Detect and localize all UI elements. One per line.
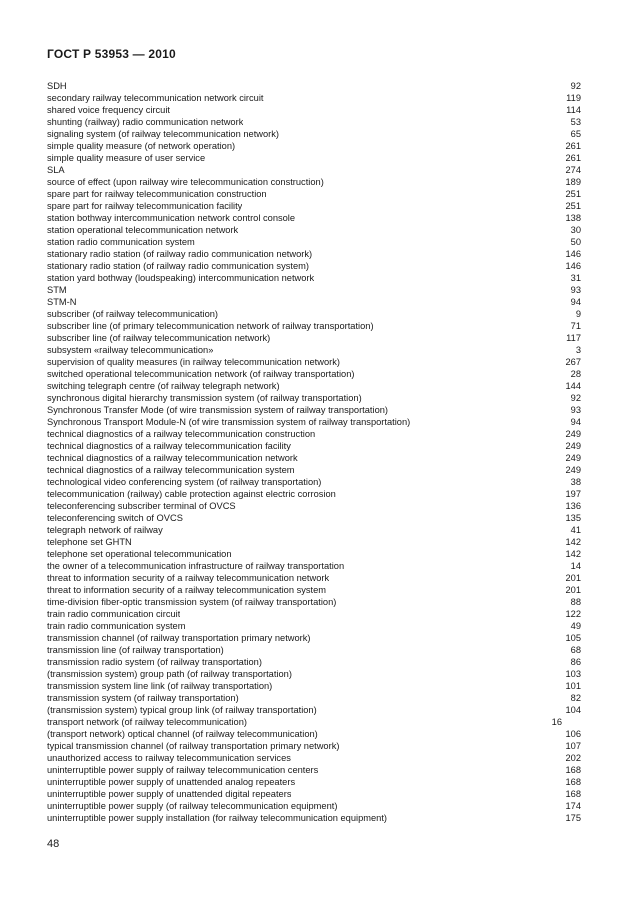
index-entry [47,80,581,92]
document-header: ГОСТ Р 53953 — 2010 [47,47,176,61]
index-page-ref: 94 [570,297,581,307]
index-term: (transmission system) typical group link (of railway transportation) [47,705,317,715]
index-page-ref: 249 [565,465,581,475]
index-page-ref: 119 [566,93,581,103]
index-page-ref: 68 [570,645,581,655]
index-entry [47,188,581,200]
index-entry [47,776,581,788]
index-page-ref: 65 [570,129,581,139]
index-term: switched operational telecommunication network (of railway transportation) [47,369,355,379]
index-entry [47,320,581,332]
index-entry [47,704,581,716]
index-entry [47,224,581,236]
index-term: teleconferencing switch of OVCS [47,513,183,523]
index-page-ref: 71 [570,321,581,331]
index-entry [47,752,581,764]
index-entry [47,152,581,164]
index-term: simple quality measure (of network operation) [47,141,236,151]
index-entry [47,428,581,440]
index-page-ref: 93 [570,285,581,295]
index-page-ref: 136 [565,501,581,511]
index-page-ref: 41 [570,525,581,535]
index-page-ref: 201 [565,573,581,583]
index-entry [47,212,581,224]
index-entry [47,620,581,632]
index-entry [47,116,581,128]
index-term: unauthorized access to railway telecommunication services [47,753,291,763]
index-entry [47,404,581,416]
index-term: spare part for railway telecommunication facility [47,201,243,211]
index-entry [47,284,581,296]
index-entry [47,632,581,644]
index-page-ref: 144 [565,381,581,391]
index-entry [47,644,581,656]
index-term: station bothway intercommunication network control console [47,213,296,223]
index-page-ref: 106 [565,729,581,739]
index-entry [47,296,581,308]
index-term: transport network (of railway telecommunication) [47,717,247,727]
index-entry [47,128,581,140]
index-page-ref: 251 [565,189,581,199]
index-entry [47,464,581,476]
index-page-ref: 107 [565,741,581,751]
index-entry [47,728,581,740]
index-term: transmission radio system (of railway transportation) [47,657,262,667]
index-entry [47,716,581,728]
index-page-ref: 92 [570,393,581,403]
index-term: train radio communication circuit [47,609,181,619]
index-term: uninterruptible power supply of unattended analog repeaters [47,777,296,787]
index-term: telephone set GHTN [47,537,132,547]
index-term: subscriber line (of railway telecommunication network) [47,333,271,343]
index-entry [47,272,581,284]
index-term: technical diagnostics of a railway telecommunication system [47,465,295,475]
index-entry [47,800,581,812]
index-term: Synchronous Transfer Mode (of wire transmission system of railway transportation) [47,405,389,415]
index-page-ref: 9 [575,309,581,319]
index-entry [47,92,581,104]
index-term: train radio communication system [47,621,186,631]
index-page-ref: 86 [570,657,581,667]
index-page-ref: 274 [565,165,581,175]
index-page-ref: 249 [565,429,581,439]
index-page-ref: 267 [565,357,581,367]
index-term: simple quality measure of user service [47,153,206,163]
index-page-ref: 31 [570,273,581,283]
page-number: 48 [47,838,60,850]
index-page-ref: 135 [565,513,581,523]
index-entry [47,536,581,548]
index-term: technological video conferencing system (of railway transportation) [47,477,322,487]
index-page-ref: 142 [565,537,581,547]
index-page-ref: 142 [565,549,581,559]
index-term: spare part for railway telecommunication construction [47,189,267,199]
index-entry [47,200,581,212]
index-page-ref: 168 [565,789,581,799]
index-page-ref: 197 [565,489,581,499]
index-entry [47,656,581,668]
index-entry [47,668,581,680]
index-term: threat to information security of a railway telecommunication network [47,573,330,583]
index-entry [47,584,581,596]
index-entry [47,356,581,368]
index-page-ref: 105 [565,633,581,643]
index-term: technical diagnostics of a railway telecommunication construction [47,429,316,439]
index-entry [47,164,581,176]
index-term: source of effect (upon railway wire telecommunication construction) [47,177,324,187]
index-term: uninterruptible power supply installation (for railway telecommunication equipment) [47,813,388,823]
index-term: Synchronous Transport Module-N (of wire transmission system of railway transportation) [47,417,411,427]
index-entry [47,344,581,356]
index-term: subscriber line (of primary telecommunication network of railway transportation) [47,321,374,331]
index-page-ref: 49 [570,621,581,631]
index-term: telephone set operational telecommunication [47,549,232,559]
index-entry [47,416,581,428]
index-term: technical diagnostics of a railway telecommunication facility [47,441,291,451]
index-page-ref: 92 [570,81,581,91]
index-entry [47,812,581,824]
index-term: stationary radio station (of railway radio communication system) [47,261,309,271]
index-page-ref: 201 [565,585,581,595]
index-term: teleconferencing subscriber terminal of OVCS [47,501,236,511]
index-page-ref: 101 [565,681,581,691]
index-page-ref: 168 [565,765,581,775]
index-page-ref: 122 [565,609,581,619]
index-term: shared voice frequency circuit [47,105,170,115]
index-entry [47,692,581,704]
index-term: supervision of quality measures (in railway telecommunication network) [47,357,340,367]
index-entry [47,260,581,272]
index-term: transmission system (of railway transportation) [47,693,239,703]
index-entry [47,368,581,380]
index-entry [47,452,581,464]
index-term: secondary railway telecommunication network circuit [47,93,264,103]
index-term: signaling system (of railway telecommunication network) [47,129,279,139]
index-list [47,80,581,824]
index-term: transmission channel (of railway transportation primary network) [47,633,311,643]
index-term: (transport network) optical channel (of railway telecommunication) [47,729,318,739]
index-page-ref: 261 [565,141,581,151]
index-page-ref: 88 [570,597,581,607]
index-page-ref: 50 [570,237,581,247]
index-page-ref: 104 [565,705,581,715]
index-page-ref: 175 [565,813,581,823]
index-term: transmission system line link (of railway transportation) [47,681,273,691]
index-entry [47,140,581,152]
index-entry [47,740,581,752]
index-page-ref: 189 [565,177,581,187]
index-entry [47,512,581,524]
index-page-ref: 28 [570,369,581,379]
index-page-ref: 117 [566,333,581,343]
index-term: stationary radio station (of railway radio communication network) [47,249,313,259]
index-page-ref: 3 [575,345,581,355]
index-page-ref: 174 [565,801,581,811]
index-entry [47,680,581,692]
index-page-ref: 53 [570,117,581,127]
index-page-ref: 14 [570,561,581,571]
index-term: STM-N [47,297,77,307]
index-term: uninterruptible power supply of unattended digital repeaters [47,789,292,799]
index-entry [47,332,581,344]
index-page-ref: 82 [570,693,581,703]
index-page-ref: 261 [565,153,581,163]
index-entry [47,236,581,248]
index-entry [47,308,581,320]
index-entry [47,176,581,188]
index-entry [47,380,581,392]
index-entry [47,788,581,800]
index-page-ref: 146 [565,249,581,259]
index-entry [47,548,581,560]
index-entry [47,392,581,404]
index-entry [47,476,581,488]
index-term: station yard bothway (loudspeaking) intercommunication network [47,273,315,283]
index-term: telecommunication (railway) cable protection against electric corrosion [47,489,336,499]
index-page-ref: 16 [551,717,562,727]
index-page-ref: 251 [565,201,581,211]
index-entry [47,488,581,500]
index-term: shunting (railway) radio communication network [47,117,244,127]
index-term: switching telegraph centre (of railway telegraph network) [47,381,280,391]
index-term: station radio communication system [47,237,195,247]
index-term: subsystem «railway telecommunication» [47,345,214,355]
index-term: the owner of a telecommunication infrastructure of railway transportation [47,561,345,571]
index-page-ref: 138 [565,213,581,223]
index-term: uninterruptible power supply (of railway telecommunication equipment) [47,801,338,811]
index-page-ref: 168 [565,777,581,787]
index-page-ref: 249 [565,453,581,463]
index-term: SDH [47,81,67,91]
index-entry [47,500,581,512]
index-entry [47,764,581,776]
index-page-ref: 249 [565,441,581,451]
index-page-ref: 103 [565,669,581,679]
index-page-ref: 202 [565,753,581,763]
index-page-ref: 30 [570,225,581,235]
index-term: station operational telecommunication network [47,225,239,235]
index-term: telegraph network of railway [47,525,163,535]
index-term: synchronous digital hierarchy transmission system (of railway transportation) [47,393,362,403]
index-entry [47,608,581,620]
index-term: time-division fiber-optic transmission system (of railway transportation) [47,597,337,607]
index-entry [47,248,581,260]
index-entry [47,524,581,536]
index-entry [47,572,581,584]
index-term: STM [47,285,67,295]
index-term: SLA [47,165,65,175]
index-page-ref: 38 [570,477,581,487]
index-page-ref: 93 [570,405,581,415]
index-term: technical diagnostics of a railway telecommunication network [47,453,298,463]
index-page-ref: 146 [565,261,581,271]
index-term: (transmission system) group path (of railway transportation) [47,669,292,679]
index-entry [47,596,581,608]
index-page-ref: 114 [566,105,581,115]
index-page-ref: 94 [570,417,581,427]
index-term: transmission line (of railway transportation) [47,645,224,655]
index-entry [47,440,581,452]
index-term: uninterruptible power supply of railway telecommunication centers [47,765,319,775]
index-term: typical transmission channel (of railway transportation primary network) [47,741,340,751]
index-term: threat to information security of a railway telecommunication system [47,585,327,595]
index-entry [47,560,581,572]
index-entry [47,104,581,116]
index-term: subscriber (of railway telecommunication) [47,309,219,319]
